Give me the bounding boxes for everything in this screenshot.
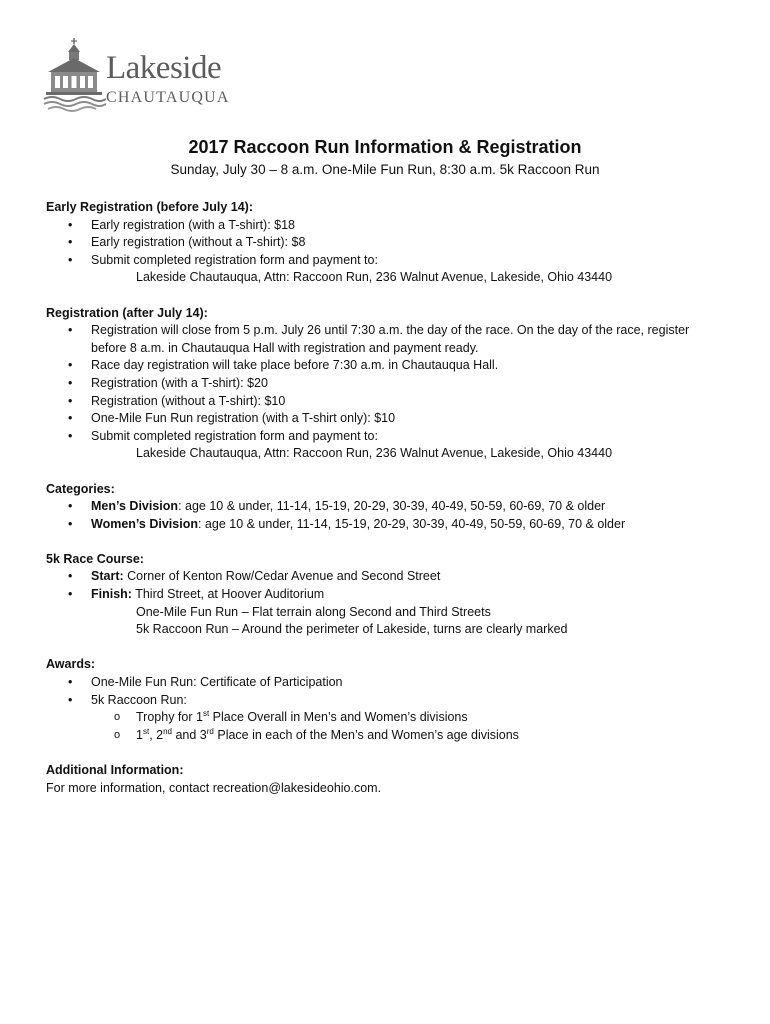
start-label: Start:: [91, 569, 124, 584]
categories-heading: Categories:: [46, 481, 115, 496]
start-item: [46, 568, 726, 586]
categories-section: [46, 481, 726, 534]
mailing-address: Lakeside Chautauqua, Attn: Raccoon Run, 236 Walnut Avenue, Lakeside, Ohio 43440: [136, 446, 613, 461]
list-item: • Registration (with a T-shirt): $20: [46, 375, 726, 393]
mens-division-label: Men’s Division: [91, 499, 179, 514]
ordinal-st: st: [142, 726, 150, 736]
start-text: Corner of Kenton Row/Cedar Avenue and Second Street: [123, 569, 441, 584]
lakeside-logo: [42, 38, 252, 112]
list-item: • Registration will close from 5 p.m. July 26 until 7:30 a.m. the day of the race. On the day of the race, register before 8 a.m. in Chautauqua Hall with registration and payment ready.: [46, 322, 726, 357]
place-2: , 2: [149, 727, 164, 742]
race-course-heading: 5k Race Course:: [46, 551, 144, 566]
late-registration-heading: Registration (after July 14):: [46, 305, 208, 320]
womens-division-text: : age 10 & under, 11-14, 15-19, 20-29, 30-39, 40-49, 50-59, 60-69, 70 & older: [197, 516, 626, 531]
list-item: • Submit completed registration form and payment to:: [46, 428, 726, 446]
list-item: • Early registration (without a T-shirt): $8: [46, 234, 726, 252]
raccoon-run-course: 5k Raccoon Run – Around the perimeter of Lakeside, turns are clearly marked: [136, 622, 568, 637]
list-item: • Race day registration will take place before 7:30 a.m. in Chautauqua Hall.: [46, 357, 726, 375]
list-item: • One-Mile Fun Run registration (with a T-shirt only): $10: [46, 410, 726, 428]
finish-label: Finish:: [91, 587, 132, 602]
contact-text: For more information, contact recreation@lakesideohio.com.: [46, 780, 382, 795]
mens-division-item: [46, 498, 726, 516]
awards-section: [46, 656, 726, 744]
awards-list: [46, 674, 726, 744]
womens-division-item: [46, 516, 726, 534]
early-registration-list: [46, 217, 726, 270]
finish-text: Third Street, at Hoover Auditorium: [131, 587, 325, 602]
awards-heading: Awards:: [46, 657, 96, 672]
late-registration-section: [46, 305, 726, 463]
mailing-address: Lakeside Chautauqua, Attn: Raccoon Run, 236 Walnut Avenue, Lakeside, Ohio 43440: [136, 270, 613, 285]
logo-wordmark: Lakeside: [106, 50, 222, 86]
ordinal-rd: rd: [206, 726, 214, 736]
ordinal-nd: nd: [163, 726, 172, 736]
additional-info-section: [46, 762, 726, 797]
list-item: • Early registration (with a T-shirt): $18: [46, 217, 726, 235]
fun-run-course: One-Mile Fun Run – Flat terrain along Second and Third Streets: [136, 604, 491, 619]
list-item: • One-Mile Fun Run: Certificate of Participation: [46, 674, 726, 692]
list-item: • 5k Raccoon Run:: [46, 692, 726, 710]
page-title: 2017 Raccoon Run Information & Registration: [188, 137, 582, 157]
finish-item: [46, 586, 726, 604]
trophy-text-end: Place Overall in Men’s and Women’s divisions: [209, 710, 468, 725]
age-division-awards-item: [46, 727, 726, 745]
race-course-section: [46, 551, 726, 639]
categories-list: [46, 498, 726, 533]
additional-info-heading: Additional Information:: [46, 763, 184, 777]
ordinal-st: st: [202, 709, 210, 719]
page-subtitle: Sunday, July 30 – 8 a.m. One-Mile Fun Run, 8:30 a.m. 5k Raccoon Run: [170, 162, 600, 177]
logo-subtitle: CHAUTAUQUA: [106, 89, 230, 106]
trophy-item: [46, 709, 726, 727]
womens-division-label: Women’s Division: [91, 516, 198, 531]
place-1: 1: [136, 727, 143, 742]
late-registration-list: [46, 322, 726, 445]
document-body: [46, 199, 726, 815]
list-item: • Registration (without a T-shirt): $10: [46, 393, 726, 411]
list-item: • Submit completed registration form and payment to:: [46, 252, 726, 270]
early-registration-section: [46, 199, 726, 287]
place-3: and 3: [172, 727, 207, 742]
early-registration-heading: Early Registration (before July 14):: [46, 200, 254, 214]
age-division-text: Place in each of the Men’s and Women’s age divisions: [213, 727, 519, 742]
mens-division-text: : age 10 & under, 11-14, 15-19, 20-29, 30-39, 40-49, 50-59, 60-69, 70 & older: [178, 499, 606, 514]
chautauqua-hall-icon: [42, 38, 106, 112]
trophy-text-start: Trophy for 1: [136, 710, 203, 725]
race-course-list: [46, 568, 726, 603]
